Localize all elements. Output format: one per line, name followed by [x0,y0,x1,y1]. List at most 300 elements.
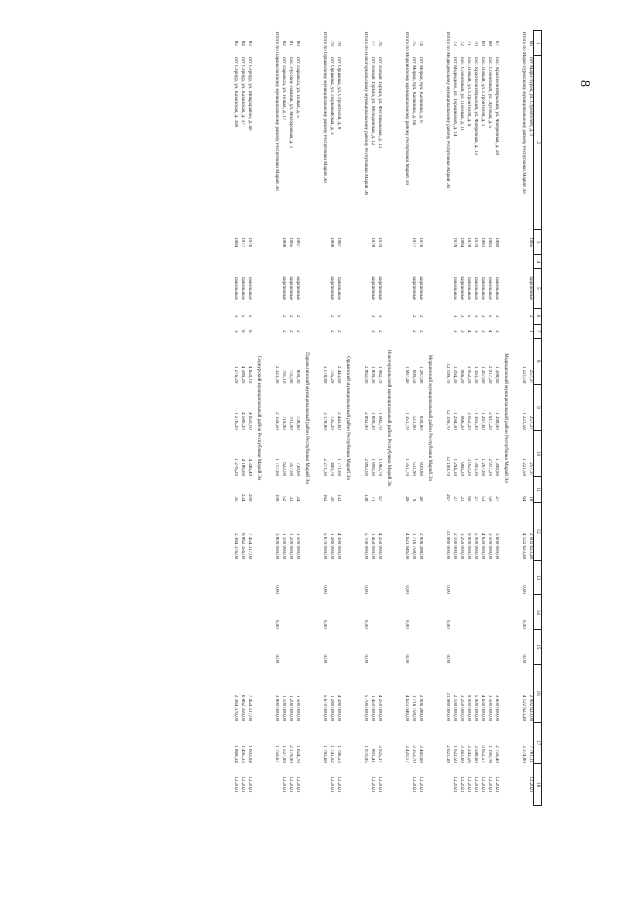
building-row [472,31,479,806]
table-cell: 1 294,30 [452,458,457,476]
table-cell: 6 [240,329,245,333]
table-cell: пгт Сернур, ул. Казанская, д. 39б [233,56,238,128]
table-cell: 78 [336,40,341,46]
table-cell: панельные [247,277,252,300]
table-cell: 23 [459,496,464,502]
building-row [479,31,486,806]
table-cell [410,255,417,269]
table-cell: 3 [459,314,464,318]
building-row [486,31,493,806]
table-cell: 1 276,20 [233,412,238,430]
table-cell: пос. Новый, ул. Строителей, д. 1 [480,56,485,127]
column-number-header: 4 [534,255,542,269]
table-cell: 1 741,02 [329,745,334,763]
table-cell: 3 250 000,00 [459,532,464,560]
table-cell: 1 351,70 [404,412,410,430]
table-cell: 3 [377,314,382,318]
table-cell [472,630,479,665]
table-cell: 0,00 [445,654,451,664]
table-cell: 1 987,40 [404,365,410,384]
table-cell: 1 495,33 [240,745,245,763]
table-cell: 1 393,30 [473,412,478,430]
table-cell: 67 [494,40,499,46]
table-cell [451,630,458,665]
building-row [280,31,287,806]
table-cell [328,560,335,595]
district-section-title: Моркинский муниципальный район Республики Марий Эл [427,354,433,482]
table-cell: 2 621,38 [445,745,451,763]
table-cell: 2 892,00 [363,365,369,384]
table-cell [458,255,465,269]
table-cell: 9 900 000,00 [466,694,471,722]
table-cell: 18 [527,496,533,502]
table-cell: 67 [377,496,382,502]
table-cell [239,255,246,269]
table-cell: 1984 [233,237,238,248]
table-cell: 3 [370,329,375,333]
district-section-title: Параньгинский муниципальный район Республики Марий Эл [304,352,310,484]
table-cell: 0,00 [322,619,328,629]
table-cell: кирпичные [418,276,423,301]
table-cell: 2 002 623,40 [527,532,533,560]
table-cell: кирпичные [527,276,533,301]
building-row [246,31,253,806]
table-cell: 1 809,30 [370,412,375,430]
table-cell: 801,41 [370,748,375,763]
table-cell [232,560,239,595]
table-cell [376,560,383,595]
table-cell: 1 200 000,00 [288,694,293,722]
table-cell: 0,00 [404,585,410,594]
table-cell: 12.2021 [233,776,238,793]
spacer-row [265,31,272,806]
table-cell: 4 630 000,00 [480,532,485,560]
table-cell: 162 [322,493,328,502]
table-cell [280,255,287,269]
table-cell: кирпичные [459,276,464,301]
column-number-header: 17 [534,722,542,764]
table-cell: пгт Морки, бул. Калинина, д. 66 [411,56,416,126]
building-row [239,31,246,806]
table-cell: 0,00 [322,654,328,664]
table-cell: 966,20 [459,369,464,384]
table-cell: 3 [452,314,457,318]
table-cell: 839,80 [418,462,423,476]
table-cell [479,255,486,269]
table-cell: 2 [288,329,293,333]
table-cell: 2 [281,314,286,318]
table-cell: 3 500 000,00 [487,532,492,560]
table-cell: 3 250 000,00 [459,694,464,722]
table-cell: 1 267,60 [480,412,485,430]
table-cell [246,595,253,630]
table-cell: 3 800 000,00 [274,532,280,560]
table-cell [280,630,287,665]
building-row [369,31,376,806]
table-cell [320,764,328,806]
table-cell: 1979 [473,237,478,248]
table-cell: 1 199,78 [487,745,492,763]
table-cell: 2 [411,314,416,318]
table-cell: 701,00 [288,415,293,430]
building-row [287,31,294,806]
table-cell: 1965 [527,237,533,248]
table-cell: 257,37 [527,369,533,384]
building-row [451,31,458,806]
table-cell: 1 294,30 [452,412,457,430]
table-cell [465,255,472,269]
table-cell: 1 716 758,00 [411,532,416,560]
table-cell: панельные [233,277,238,300]
table-cell: 5 000 000,00 [473,694,478,722]
table-cell: 30 [329,496,334,502]
housing-repair-table [232,30,543,806]
table-cell: 2 917,20 [487,365,492,384]
table-cell: 12 199,70 [445,363,451,384]
table-cell: 357,00 [288,462,293,476]
district-section-row [500,31,512,806]
table-cell: 1 294,30 [452,365,457,384]
table-cell: 0,00 [363,654,369,664]
district-section-row [301,31,313,806]
total-label: Итого по Параньгинскому муниципальному району Республики Марий Эл [274,31,280,191]
column-number-header: 2 [534,56,542,230]
column-number-header: 5 [534,269,542,308]
table-cell: 73 [452,40,457,46]
table-cell: 4 122 623,40 [521,694,527,722]
table-cell [493,560,500,595]
table-cell [465,595,472,630]
table-cell: 2 179,90 [288,745,293,763]
table-cell: 0,00 [404,619,410,629]
table-cell [527,595,534,630]
table-cell: 735,20 [329,369,334,384]
table-cell: 3 [233,314,238,318]
table-cell: 2 [418,314,423,318]
spacer-row [395,31,402,806]
table-cell: 1 759,67 [274,745,280,763]
spacer-row [313,31,320,806]
table-cell: 5 670 000,00 [322,532,328,560]
table-cell: пгт Морки, бул. Калинина, д. 6 [418,56,423,123]
table-cell: 1977 [240,237,245,248]
table-cell: 12.2021 [288,776,293,793]
table-cell: 3 178,80 [322,365,328,384]
table-cell [443,764,451,806]
building-row [465,31,472,806]
table-cell: 4 589,20 [240,365,245,384]
table-cell: 4 589,20 [240,412,245,430]
table-cell: 0,00 [274,585,280,594]
table-cell: 3 [473,329,478,333]
table-cell: пос. Новый, ул. Строителей, д. 6 [466,56,471,127]
table-cell [246,255,253,269]
table-cell [361,764,369,806]
table-cell: 1 267,60 [480,458,485,476]
table-cell: кирпичные [281,276,286,301]
table-cell: 80 [295,40,300,46]
table-cell [246,630,253,665]
table-cell: 24 [295,496,300,502]
table-cell [335,595,342,630]
table-cell: 1 082,70 [377,365,382,384]
table-cell [294,595,301,630]
table-cell [410,560,417,595]
table-cell: 3 500 000,00 [487,694,492,722]
table-cell: 74 [418,40,423,46]
district-total-row [272,31,280,806]
table-cell: 800,30 [295,369,300,384]
table-cell [239,595,246,630]
table-cell [294,630,301,665]
table-cell: 1 500 000,00 [295,532,300,560]
column-number-header: 7 [534,324,542,338]
table-cell [465,630,472,665]
table-cell: 3 [370,314,375,318]
table-cell [486,630,493,665]
table-cell [493,595,500,630]
table-cell: 1978 [466,237,471,248]
spacer-row [436,31,443,806]
table-cell: кирпичные [329,276,334,301]
table-cell: 3 600 000,00 [494,532,499,560]
table-cell: 1 527,99 [281,745,286,763]
table-cell [328,630,335,665]
table-cell [328,255,335,269]
column-number-header: 13 [534,560,542,595]
column-number-header: 9 [534,384,542,430]
table-cell: пгт Сернур, ул. Казанская, д. 37 [240,56,245,125]
column-number-header: 18 [534,764,542,806]
table-cell: 1 082,70 [377,412,382,430]
table-cell: 1 [527,329,533,333]
table-cell: кирпичные [411,276,416,301]
table-cell [527,255,534,269]
table-cell: 1 809,30 [370,458,375,476]
building-row [417,31,424,806]
table-cell: 12.2021 [281,776,286,793]
building-row [294,31,301,806]
table-cell: 499,70 [329,462,334,476]
table-cell: 4 623 046,00 [404,532,410,560]
table-cell: панельные [494,277,499,300]
table-cell: 1 717,60 [274,458,280,476]
table-cell: 27 [494,496,499,502]
table-cell [479,560,486,595]
table-cell: 2 [288,314,293,318]
column-number-header: 10 [534,431,542,477]
table-cell: 4 390 000,00 [336,532,341,560]
table-cell: 1 603,04 [247,745,252,763]
table-cell [458,595,465,630]
table-cell [519,764,527,806]
column-number-header: 1 [534,31,542,56]
table-cell: 77 [370,40,375,46]
table-cell: пос. Солнечный, ул. Луговая, д. 5 [487,56,492,129]
table-cell: 2 892,00 [363,458,369,476]
table-cell [417,560,424,595]
table-cell [493,255,500,269]
table-cell: 3 600 000,00 [494,694,499,722]
table-cell: 52 [281,496,286,502]
table-cell: 71 [466,40,471,46]
table-cell: 1 276,20 [233,365,238,384]
table-cell: 33 [288,496,293,502]
table-cell [486,255,493,269]
table-cell: пос. Солнечный, ул. Полевая, д. 11 [459,56,464,131]
table-cell: 2 917,20 [487,412,492,430]
table-cell: 1968 [281,237,286,248]
table-cell: 12.2021 [459,776,464,793]
table-cell: 60 [466,496,471,502]
table-cell: 2 002 623,00 [527,694,533,722]
table-cell [465,560,472,595]
total-label: Итого по Мари-Турекскому муниципальному району Республики Марий Эл [521,31,527,194]
table-cell: пос. Краснооктябрьский, ул. Фабричная, д. 13 [473,56,478,155]
table-cell: пос. Краснооктябрьский, ул. Фабричная, д. 28 [494,56,499,155]
table-cell: 2 [527,314,533,318]
table-cell: 2 443,60 [336,412,341,430]
table-cell: 12 199,70 [445,409,451,430]
column-numbers-row [534,31,542,806]
district-total-row [320,31,328,806]
table-cell: 735,20 [329,415,334,430]
district-section-title: Оршанский муниципальный район Республики Марий Эл [345,356,351,480]
table-cell: 1 280 000,00 [329,532,334,560]
table-cell: 3 420,17 [404,745,410,763]
table-cell: 966,20 [459,415,464,430]
table-cell: 132 [336,493,341,502]
table-cell: пос. Русские Памачи, ул. Молодежная, д. 1 [288,56,293,149]
table-cell: 731,90 [288,369,293,384]
table-cell: 1 267,60 [480,365,485,384]
table-cell [280,560,287,595]
table-cell [376,255,383,269]
table-cell: 1 200 000,00 [288,532,293,560]
table-cell [417,255,424,269]
table-cell: 0,00 [322,585,328,594]
table-cell [287,630,294,665]
table-cell [294,255,301,269]
table-cell: 1 276,20 [233,458,238,476]
table-cell [376,630,383,665]
table-cell: 12.2021 [418,776,423,793]
table-cell: 12.2021 [411,776,416,793]
table-cell: 71 [370,496,375,502]
table-cell: 0,00 [445,585,451,594]
table-cell: 2 [336,329,341,333]
table-cell: 1987 [336,237,341,248]
table-cell: 12.2021 [247,776,252,793]
table-cell: 4 650,10 [247,365,252,384]
table-cell: 257,37 [527,462,533,476]
table-cell: 1 287,90 [418,365,423,384]
table-cell: 3 052,20 [466,365,471,384]
table-cell: 75 [411,40,416,46]
page-number: 8 [577,80,592,87]
table-cell: 12.2021 [329,776,334,793]
table-cell [486,560,493,595]
table-cell: 5 700 000,00 [363,532,369,560]
table-cell [458,560,465,595]
table-cell: 1 398,90 [494,365,499,384]
table-cell: 1 280 000,00 [329,694,334,722]
table-cell: 1 351,70 [404,458,410,476]
table-cell [369,595,376,630]
table-cell: 1 450 000,00 [370,694,375,722]
table-cell: 5 [487,314,492,318]
table-cell [472,255,479,269]
table-cell: 5 670 000,00 [322,694,328,722]
table-cell: 3 243,56 [466,745,471,763]
table-cell: 109 [274,493,280,502]
table-cell: 1 868,34 [233,745,238,763]
table-cell: панельные [466,277,471,300]
table-cell: 1 783,69 [322,745,328,763]
column-number-header: 11 [534,477,542,502]
table-cell: 35 [233,496,238,502]
table-cell: 83 [247,40,252,46]
table-cell: пгт Новый Торъял, ул. Молодежная, д. 12 [370,56,375,146]
table-cell: панельные [452,277,457,300]
table-cell: 0,00 [521,654,527,664]
table-cell [369,560,376,595]
table-cell: 622,00 [281,462,286,476]
table-cell: 4 623 046,00 [404,694,410,722]
table-cell: 0,00 [363,619,369,629]
table-cell: 64 [521,496,527,502]
table-cell: 4 250 000,00 [377,532,382,560]
table-cell: пгт Мари-Турек, ул. Строителей, д. 3 [527,56,533,136]
table-cell [369,255,376,269]
table-cell: 72 [459,40,464,46]
table-cell: 3 [494,314,499,318]
table-cell [369,630,376,665]
table-cell: 1976 [247,237,252,248]
table-cell: 1 221,59 [521,412,527,430]
table-cell: 3 925,37 [377,745,382,763]
district-section-row [424,31,436,806]
table-cell: 2 159,50 [274,412,280,430]
table-cell [335,630,342,665]
table-cell [472,595,479,630]
table-cell: 2 100 000,00 [452,532,457,560]
table-cell: панельные [473,277,478,300]
building-row [493,31,500,806]
table-cell: пгт Сернур, ул. Микрорайон, д. 40 [247,56,252,131]
table-cell: 511,90 [411,416,416,430]
table-cell: 12 199,70 [445,455,451,476]
table-cell [417,630,424,665]
table-cell [451,560,458,595]
table-cell [479,630,486,665]
table-cell [239,630,246,665]
total-label: Итого по Моркинскому муниципальному району Республики Марий Эл [404,31,410,185]
table-cell [287,595,294,630]
table-cell: кирпичные [288,276,293,301]
district-section-title: Новоторъяльский муниципальный район Республики Марий Эл [386,349,392,487]
table-cell: 31 980 000,00 [445,692,451,722]
table-cell: 1983 [480,237,485,248]
table-cell: 1 500 000,00 [295,694,300,722]
column-number-header: 12 [534,502,542,560]
table-cell [232,630,239,665]
table-cell: 2 [411,329,416,333]
table-cell: 84 [240,40,245,46]
table-cell: 2 [329,329,334,333]
table-cell: 4 122 623,40 [521,532,527,560]
building-row [527,31,534,806]
